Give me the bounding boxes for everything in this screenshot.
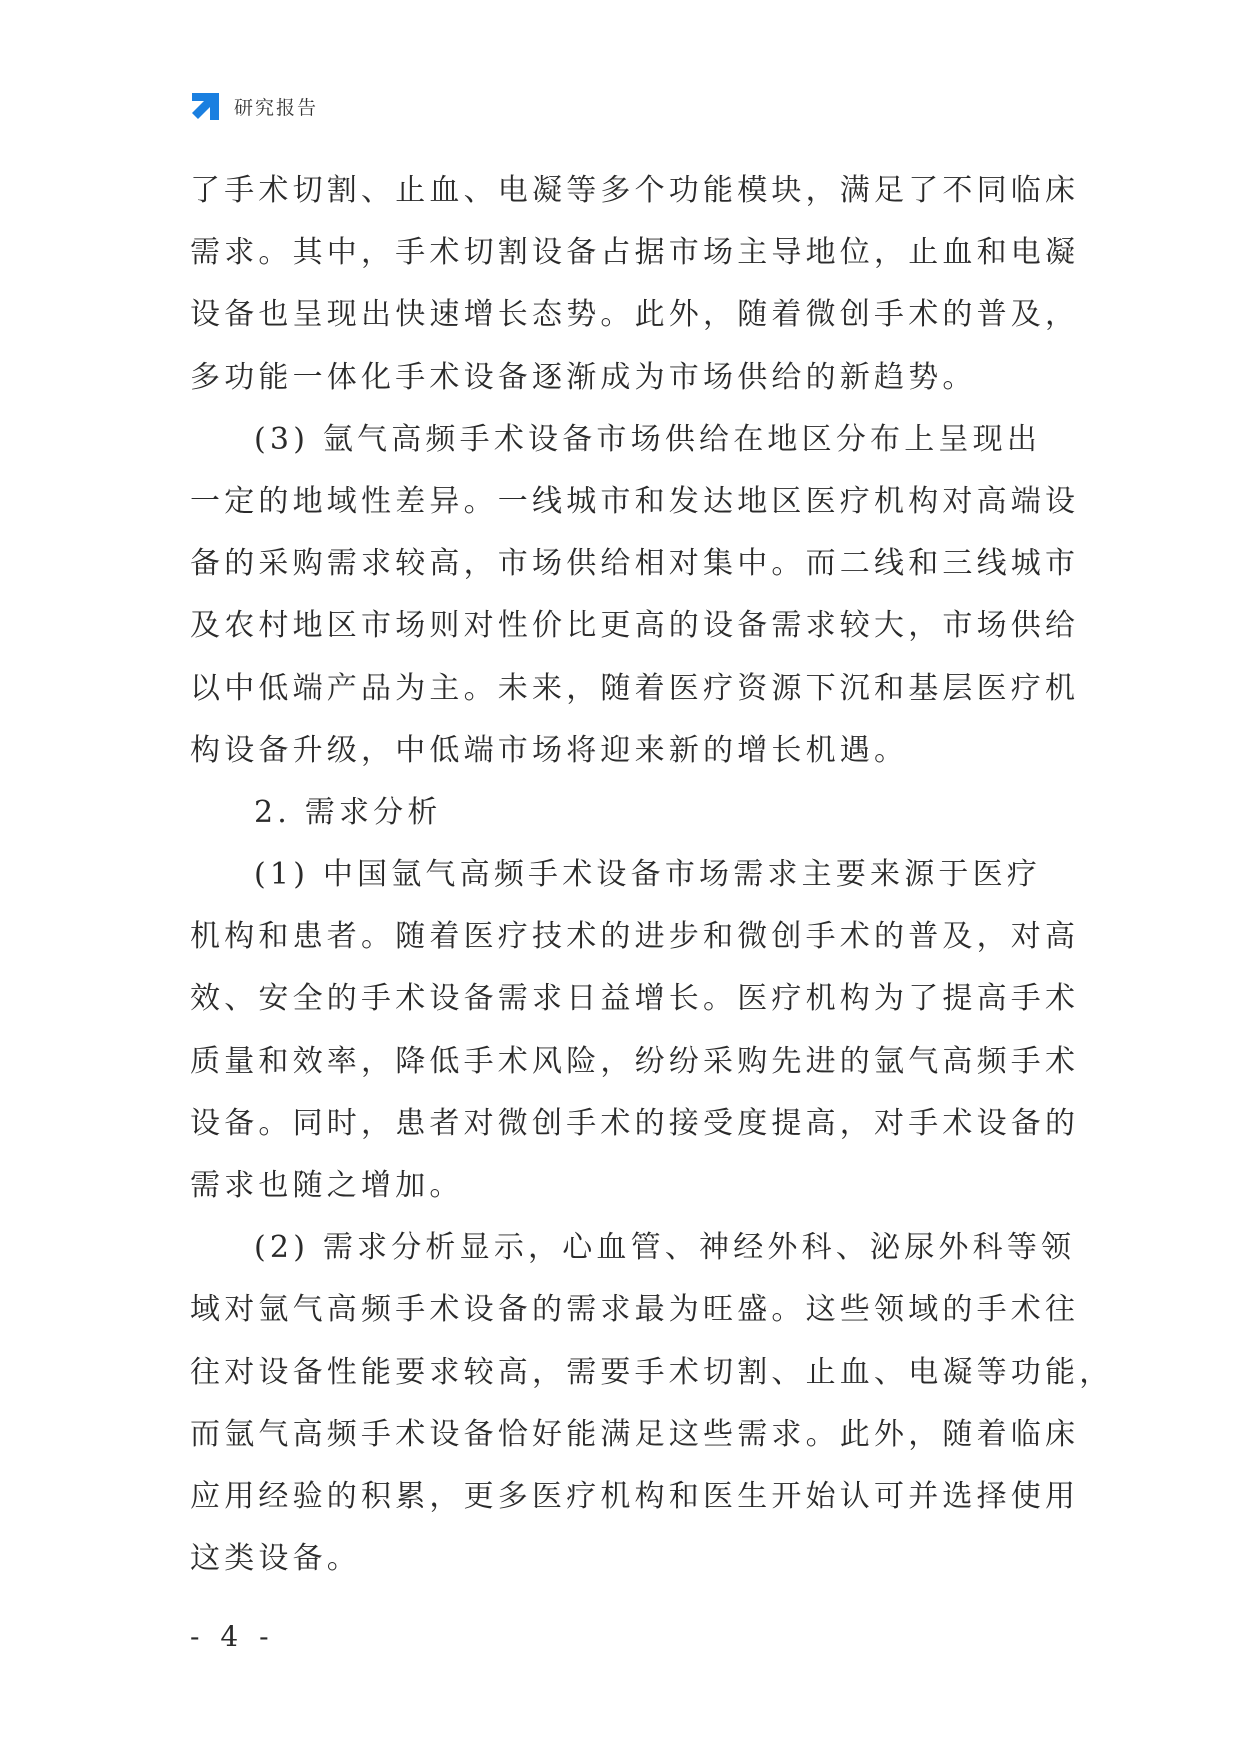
text-line: 设备。同时，患者对微创手术的接受度提高，对手术设备的 [190, 1105, 1080, 1141]
text-line: (3) 氩气高频手术设备市场供给在地区分布上呈现出 [254, 421, 1042, 457]
text-line: 设备也呈现出快速增长态势。此外，随着微创手术的普及， [190, 297, 1080, 333]
text-line: 以中低端产品为主。未来，随着医疗资源下沉和基层医疗机 [190, 670, 1080, 706]
arrow-up-right-icon [190, 90, 222, 122]
header-title: 研究报告 [234, 96, 319, 119]
text-line: 这类设备。 [190, 1541, 361, 1577]
text-line: 域对氩气高频手术设备的需求最为旺盛。这些领域的手术往 [190, 1292, 1080, 1328]
text-line: 需求也随之增加。 [190, 1168, 464, 1203]
page-header [190, 88, 318, 124]
document-body [190, 160, 1114, 1590]
text-line: 效、安全的手术设备需求日益增长。医疗机构为了提高手术 [190, 981, 1080, 1017]
text-line: 往对设备性能要求较高，需要手术切割、止血、电凝等功能， [190, 1354, 1114, 1390]
text-line: 机构和患者。随着医疗技术的进步和微创手术的普及，对高 [190, 919, 1080, 955]
text-line: 多功能一体化手术设备逐渐成为市场供给的新趋势。 [190, 359, 977, 395]
text-line: 一定的地域性差异。一线城市和发达地区医疗机构对高端设 [190, 483, 1080, 519]
text-line: 需求。其中，手术切割设备占据市场主导地位，止血和电凝 [190, 235, 1080, 271]
text-line: 了手术切割、止血、电凝等多个功能模块，满足了不同临床 [190, 173, 1080, 208]
text-line: 质量和效率，降低手术风险，纷纷采购先进的氩气高频手术 [190, 1043, 1080, 1079]
text-line: 备的采购需求较高，市场供给相对集中。而二线和三线城市 [190, 546, 1080, 582]
text-line: 2. 需求分析 [254, 794, 442, 830]
text-line: 应用经验的积累，更多医疗机构和医生开始认可并选择使用 [190, 1478, 1080, 1514]
text-line: (1) 中国氩气高频手术设备市场需求主要来源于医疗 [254, 857, 1042, 893]
text-line: 及农村地区市场则对性价比更高的设备需求较大，市场供给 [190, 608, 1080, 644]
text-line: 而氩气高频手术设备恰好能满足这些需求。此外，随着临床 [190, 1416, 1080, 1452]
page-number: - 4 - [190, 1620, 275, 1653]
text-line: (2) 需求分析显示，心血管、神经外科、泌尿外科等领 [254, 1230, 1076, 1266]
text-line: 构设备升级，中低端市场将迎来新的增长机遇。 [190, 732, 909, 768]
